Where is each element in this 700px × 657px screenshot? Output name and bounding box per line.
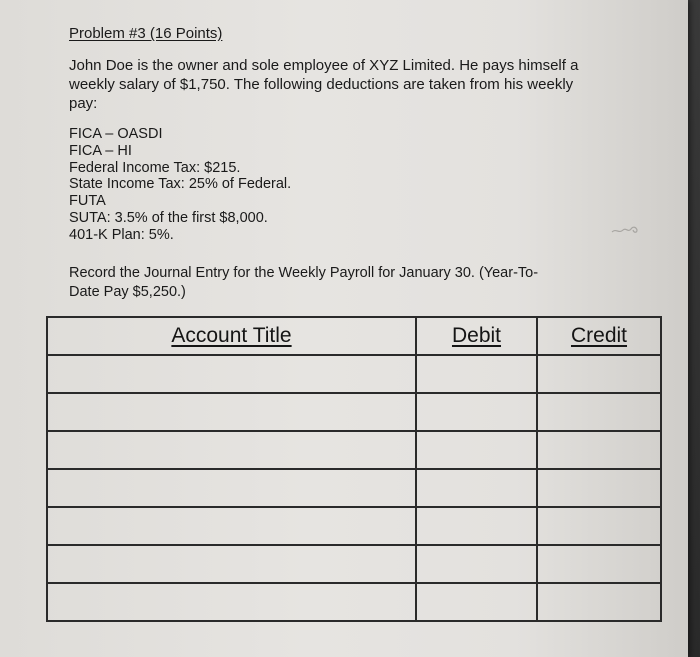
account-title-header: Account Title bbox=[47, 317, 416, 355]
deductions-list bbox=[69, 126, 291, 244]
deduction-item-federal-tax: Federal Income Tax: $215. bbox=[69, 159, 241, 176]
deduction-item-suta: SUTA: 3.5% of the first $8,000. bbox=[69, 209, 268, 226]
table-row bbox=[47, 583, 661, 621]
pencil-scribble bbox=[610, 222, 640, 236]
account-title-cell[interactable] bbox=[47, 545, 416, 583]
table-row bbox=[47, 355, 661, 393]
account-title-cell[interactable] bbox=[47, 355, 416, 393]
debit-cell[interactable] bbox=[416, 355, 537, 393]
deduction-item-futa: FUTA bbox=[69, 193, 106, 210]
description-line: John Doe is the owner and sole employee of XYZ Limited. He pays himself a bbox=[69, 57, 579, 74]
debit-cell[interactable] bbox=[416, 545, 537, 583]
account-title-cell[interactable] bbox=[47, 583, 416, 621]
credit-cell[interactable] bbox=[537, 431, 661, 469]
instruction-line: Record the Journal Entry for the Weekly Payroll for January 30. (Year-To- bbox=[69, 265, 539, 281]
credit-cell[interactable] bbox=[537, 507, 661, 545]
debit-cell[interactable] bbox=[416, 469, 537, 507]
table-header-row bbox=[47, 317, 661, 355]
credit-cell[interactable] bbox=[537, 583, 661, 621]
table-row bbox=[47, 431, 661, 469]
table-row bbox=[47, 393, 661, 431]
account-title-cell[interactable] bbox=[47, 507, 416, 545]
table-row bbox=[47, 545, 661, 583]
deduction-item-fica-oasdi: FICA – OASDI bbox=[69, 126, 163, 142]
debit-cell[interactable] bbox=[416, 583, 537, 621]
account-title-cell[interactable] bbox=[47, 393, 416, 431]
deduction-item-401k: 401-K Plan: 5%. bbox=[69, 226, 174, 243]
instructions bbox=[69, 264, 538, 302]
description-line: pay: bbox=[69, 95, 98, 112]
credit-header: Credit bbox=[537, 317, 661, 355]
table-row bbox=[47, 507, 661, 545]
credit-cell[interactable] bbox=[537, 469, 661, 507]
description-line: weekly salary of $1,750. The following deductions are taken from his weekly bbox=[69, 76, 574, 93]
table-row bbox=[47, 469, 661, 507]
debit-cell[interactable] bbox=[416, 507, 537, 545]
instruction-line: Date Pay $5,250.) bbox=[69, 284, 186, 300]
deduction-item-state-tax: State Income Tax: 25% of Federal. bbox=[69, 176, 292, 193]
problem-heading: Problem #3 (16 Points) bbox=[69, 25, 223, 42]
debit-cell[interactable] bbox=[416, 431, 537, 469]
credit-cell[interactable] bbox=[537, 545, 661, 583]
deduction-item-fica-hi: FICA – HI bbox=[69, 142, 132, 159]
problem-description bbox=[69, 56, 629, 113]
debit-cell[interactable] bbox=[416, 393, 537, 431]
credit-cell[interactable] bbox=[537, 393, 661, 431]
credit-cell[interactable] bbox=[537, 355, 661, 393]
account-title-cell[interactable] bbox=[47, 431, 416, 469]
journal-entry-table bbox=[46, 316, 662, 622]
account-title-cell[interactable] bbox=[47, 469, 416, 507]
debit-header: Debit bbox=[416, 317, 537, 355]
